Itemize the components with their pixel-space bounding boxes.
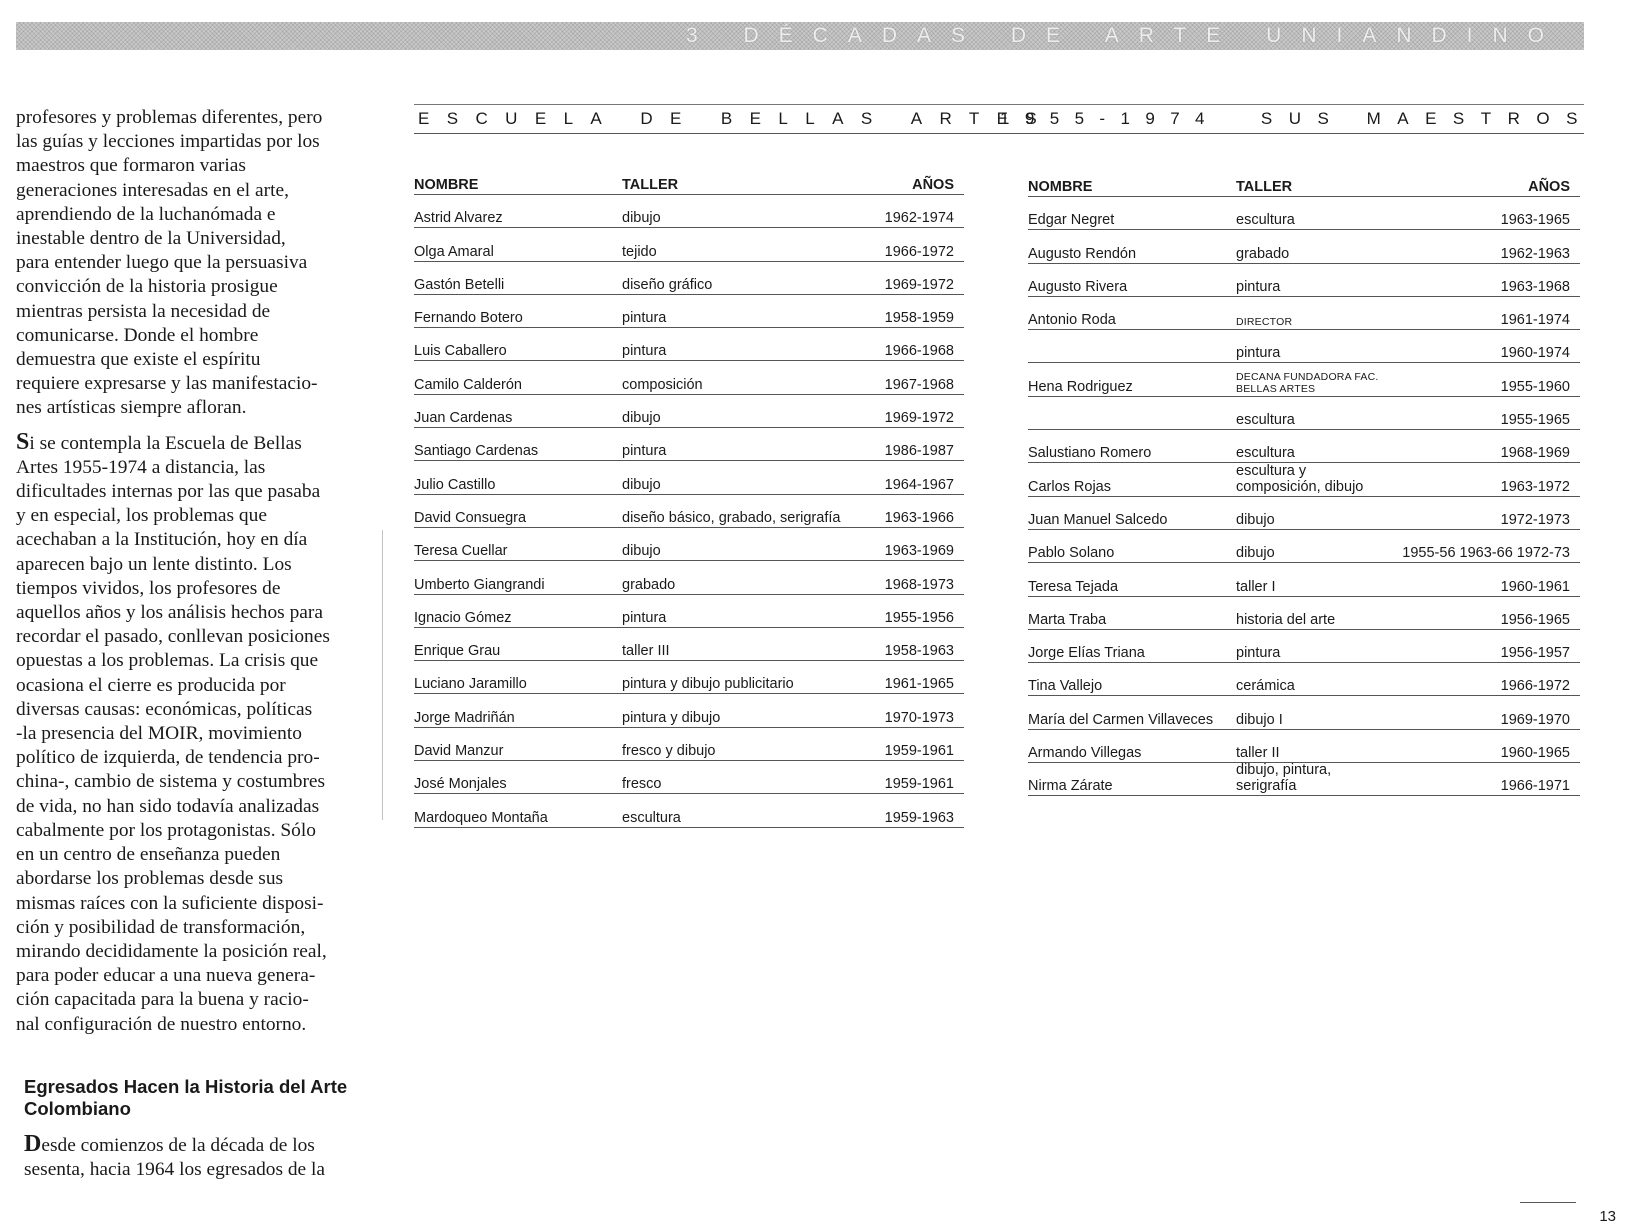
teacher-years: 1955-1965 bbox=[1500, 412, 1570, 429]
teacher-name: Luciano Jaramillo bbox=[414, 676, 527, 693]
teacher-years: 1972-1973 bbox=[1500, 511, 1570, 528]
table-row bbox=[414, 528, 964, 561]
teacher-years: 1986-1987 bbox=[884, 443, 954, 460]
teacher-years: 1961-1974 bbox=[1500, 312, 1570, 329]
table-row bbox=[1028, 397, 1580, 430]
table-row bbox=[414, 361, 964, 394]
teacher-name: Edgar Negret bbox=[1028, 212, 1115, 229]
column-header-taller: TALLER bbox=[622, 177, 679, 193]
teacher-taller: dibujo bbox=[622, 210, 661, 227]
teacher-years: 1955-1956 bbox=[884, 609, 954, 626]
table-row bbox=[1028, 696, 1580, 729]
table-row bbox=[414, 395, 964, 428]
page-number-rule bbox=[1520, 1202, 1576, 1203]
teacher-years: 1956-1957 bbox=[1500, 645, 1570, 662]
teacher-years: 1961-1965 bbox=[884, 676, 954, 693]
teacher-taller: dibujo bbox=[622, 476, 661, 493]
teachers-table-left bbox=[414, 176, 964, 828]
column-header-anos: AÑOS bbox=[1528, 179, 1570, 195]
teacher-years: 1960-1965 bbox=[1500, 745, 1570, 762]
teacher-taller: pintura bbox=[1236, 278, 1281, 295]
teacher-taller: escultura bbox=[1236, 212, 1295, 229]
teacher-taller: pintura bbox=[1236, 645, 1281, 662]
teacher-taller: escultura bbox=[1236, 412, 1295, 429]
table-row bbox=[414, 595, 964, 628]
table-row bbox=[414, 661, 964, 694]
teacher-years: 1963-1972 bbox=[1500, 478, 1570, 495]
table-row bbox=[414, 628, 964, 661]
teacher-taller: cerámica bbox=[1236, 678, 1295, 695]
column-header-taller: TALLER bbox=[1236, 179, 1293, 195]
teacher-years: 1968-1969 bbox=[1500, 445, 1570, 462]
table-row bbox=[1028, 230, 1580, 263]
teacher-name: Julio Castillo bbox=[414, 476, 496, 493]
table-row bbox=[414, 295, 964, 328]
table-row bbox=[414, 195, 964, 228]
teacher-name: Nirma Zárate bbox=[1028, 778, 1113, 795]
teacher-years: 1955-56 1963-66 1972-73 bbox=[1402, 545, 1570, 562]
teacher-name: Augusto Rivera bbox=[1028, 278, 1128, 295]
table-body bbox=[1028, 197, 1580, 796]
table-row bbox=[1028, 563, 1580, 596]
paragraph-2-text: i se contempla la Escuela de Bellas Artes 1955-1974 a distancia, las dificultades internas por las que pasaba y en especial, los problemas que acechaban a la Institución, hoy en día aparecen bajo un lente distinto. Los tiempos vividos, los profesores de aquellos años y los análisis hechos para recordar el pasado, conllevan posiciones opuestas a los problemas. La crisis que ocasiona el cierre es producida por diversas causas: económicas, políticas -la presencia del MOIR, movimiento político de izquierda, de tendencia pro- china-, cambio de sistema y costumbres de vida, no han sido todavía analizadas cabalmente por los protagonistas. Sólo en un centro de enseñanza pueden abordarse los problemas desde sus mismas raíces con la suficiente disposi- ción y posibilidad de transformación, mirando decididamente la posición real, para poder educar a una nueva genera- ción capacitada para la buena y racio- nal configuración de nuestro entorno. bbox=[16, 432, 330, 1035]
table-row bbox=[1028, 663, 1580, 696]
table-row bbox=[1028, 264, 1580, 297]
teacher-years: 1968-1973 bbox=[884, 576, 954, 593]
table-row bbox=[414, 228, 964, 261]
teacher-years: 1958-1963 bbox=[884, 643, 954, 660]
teacher-years: 1966-1971 bbox=[1500, 778, 1570, 795]
table-row bbox=[414, 428, 964, 461]
teacher-name: Teresa Tejada bbox=[1028, 578, 1119, 595]
table-row bbox=[1028, 330, 1580, 363]
table-row bbox=[1028, 597, 1580, 630]
teacher-name: David Manzur bbox=[414, 743, 504, 760]
teacher-taller: dibujo bbox=[622, 543, 661, 560]
column-header-name: NOMBRE bbox=[414, 177, 479, 193]
teacher-taller: tejido bbox=[622, 243, 657, 260]
teacher-taller: fresco bbox=[622, 776, 662, 793]
margin-mark bbox=[378, 530, 383, 820]
teacher-taller: dibujo bbox=[622, 410, 661, 427]
teacher-years: 1962-1974 bbox=[884, 210, 954, 227]
teacher-name: Umberto Giangrandi bbox=[414, 576, 545, 593]
paragraph-1: profesores y problemas diferentes, pero las guías y lecciones impartidas por los maestros que formaron varias generaciones interesadas en el arte, aprendiendo de la luchanómada e inestable dentro de la Universidad, para entender luego que la persuasiva convicción de la historia prosigue mientras persista la necesidad de comunicarse. Donde el hombre demuestra que existe el espíritu requiere expresarse y las manifestacio- nes artísticas siempre afloran. bbox=[16, 107, 323, 419]
table-row bbox=[1028, 430, 1580, 463]
column-header-name: NOMBRE bbox=[1028, 179, 1093, 195]
teacher-taller: pintura bbox=[622, 609, 667, 626]
teacher-taller: pintura y dibujo publicitario bbox=[622, 676, 794, 693]
table-header bbox=[1028, 178, 1580, 197]
teacher-name: Santiago Cardenas bbox=[414, 443, 539, 460]
teacher-name: Camilo Calderón bbox=[414, 376, 522, 393]
column-header-anos: AÑOS bbox=[912, 177, 954, 193]
table-row bbox=[1028, 730, 1580, 763]
teacher-taller: composición bbox=[622, 376, 703, 393]
teacher-taller: pintura bbox=[622, 343, 667, 360]
teacher-years: 1969-1972 bbox=[884, 410, 954, 427]
table-header bbox=[414, 176, 964, 195]
teacher-taller: pintura y dibujo bbox=[622, 709, 721, 726]
teacher-taller: taller III bbox=[622, 643, 670, 660]
teacher-taller: grabado bbox=[622, 576, 676, 593]
teacher-taller: historia del arte bbox=[1236, 611, 1336, 628]
teacher-taller: escultura y composición, dibujo bbox=[1236, 462, 1364, 495]
table-row bbox=[1028, 530, 1580, 563]
teacher-years: 1955-1960 bbox=[1500, 378, 1570, 395]
teacher-taller: diseño gráfico bbox=[622, 276, 713, 293]
table-years: 1955-1974 bbox=[1000, 109, 1220, 128]
teacher-years: 1958-1959 bbox=[884, 310, 954, 327]
teacher-taller: fresco y dibujo bbox=[622, 743, 716, 760]
teacher-years: 1963-1968 bbox=[1500, 278, 1570, 295]
teacher-name: Marta Traba bbox=[1028, 611, 1107, 628]
teacher-name: Carlos Rojas bbox=[1028, 478, 1111, 495]
table-row bbox=[414, 495, 964, 528]
teacher-name: Mardoqueo Montaña bbox=[414, 809, 548, 826]
teacher-years: 1963-1965 bbox=[1500, 212, 1570, 229]
teacher-name: Jorge Madriñán bbox=[414, 709, 515, 726]
teacher-name bbox=[1028, 361, 1236, 362]
teacher-taller: dibujo bbox=[1236, 511, 1275, 528]
teacher-name: Armando Villegas bbox=[1028, 745, 1142, 762]
teacher-name: Tina Vallejo bbox=[1028, 678, 1103, 695]
teacher-years: 1966-1968 bbox=[884, 343, 954, 360]
paragraph-3-text: esde comienzos de la década de los sesenta, hacia 1964 los egresados de la bbox=[24, 1135, 325, 1181]
table-row bbox=[1028, 297, 1580, 330]
teacher-name: Juan Manuel Salcedo bbox=[1028, 511, 1168, 528]
teacher-taller: dibujo, pintura, serigrafía bbox=[1236, 762, 1332, 795]
header-band bbox=[16, 22, 1584, 50]
teacher-name: Ignacio Gómez bbox=[414, 609, 512, 626]
table-title-strip bbox=[414, 104, 1594, 134]
table-row bbox=[414, 461, 964, 494]
teacher-taller: taller I bbox=[1236, 578, 1276, 595]
table-row bbox=[414, 694, 964, 727]
teacher-years: 1969-1972 bbox=[884, 276, 954, 293]
header-band-title: 3 DÉCADAS DE ARTE UNIANDINO bbox=[685, 24, 1564, 47]
teacher-taller: DECANA FUNDADORA FAC. BELLAS ARTES bbox=[1236, 370, 1379, 395]
paragraph-2 bbox=[16, 430, 376, 1037]
table-row bbox=[414, 794, 964, 827]
teacher-name: David Consuegra bbox=[414, 509, 527, 526]
table-row bbox=[414, 262, 964, 295]
teachers-table-right bbox=[1028, 178, 1580, 796]
teacher-name: Olga Amaral bbox=[414, 243, 494, 260]
body-text-column bbox=[16, 106, 376, 1046]
teacher-name: María del Carmen Villaveces bbox=[1028, 711, 1214, 728]
table-row bbox=[414, 561, 964, 594]
table-row bbox=[1028, 197, 1580, 230]
teacher-taller: taller II bbox=[1236, 745, 1280, 762]
table-row bbox=[1028, 630, 1580, 663]
teacher-name: Astrid Alvarez bbox=[414, 210, 503, 227]
teacher-taller: DIRECTOR bbox=[1236, 316, 1293, 329]
teacher-years: 1959-1961 bbox=[884, 743, 954, 760]
teacher-years: 1959-1963 bbox=[884, 809, 954, 826]
dropcap: S bbox=[16, 428, 30, 455]
table-row bbox=[1028, 463, 1580, 496]
teacher-name: Teresa Cuellar bbox=[414, 543, 508, 560]
table-body bbox=[414, 195, 964, 828]
teacher-name: Enrique Grau bbox=[414, 643, 501, 660]
teacher-name: Pablo Solano bbox=[1028, 545, 1115, 562]
teacher-years: 1967-1968 bbox=[884, 376, 954, 393]
teacher-years: 1956-1965 bbox=[1500, 611, 1570, 628]
teacher-taller: diseño básico, grabado, serigrafía bbox=[622, 509, 841, 526]
teacher-taller: grabado bbox=[1236, 245, 1290, 262]
teacher-taller: escultura bbox=[622, 809, 681, 826]
teacher-years: 1966-1972 bbox=[1500, 678, 1570, 695]
teacher-name: Luis Caballero bbox=[414, 343, 507, 360]
teacher-name: Fernando Botero bbox=[414, 310, 523, 327]
page-number: 13 bbox=[1599, 1208, 1616, 1225]
teacher-taller: pintura bbox=[622, 310, 667, 327]
teacher-years: 1962-1963 bbox=[1500, 245, 1570, 262]
teacher-years: 1959-1961 bbox=[884, 776, 954, 793]
table-row bbox=[414, 328, 964, 361]
table-row bbox=[1028, 363, 1580, 396]
teacher-years: 1960-1974 bbox=[1500, 345, 1570, 362]
teacher-years: 1963-1969 bbox=[884, 543, 954, 560]
table-row bbox=[1028, 497, 1580, 530]
teacher-years: 1963-1966 bbox=[884, 509, 954, 526]
teacher-years: 1960-1961 bbox=[1500, 578, 1570, 595]
paragraph-3 bbox=[24, 1132, 394, 1182]
table-row bbox=[414, 728, 964, 761]
table-row bbox=[1028, 763, 1580, 796]
teacher-taller: dibujo I bbox=[1236, 711, 1283, 728]
teacher-name: Jorge Elías Triana bbox=[1028, 645, 1145, 662]
teacher-name: Hena Rodriguez bbox=[1028, 378, 1133, 395]
teacher-taller: pintura bbox=[1236, 345, 1281, 362]
dropcap: D bbox=[24, 1131, 42, 1157]
teacher-years: 1970-1973 bbox=[884, 709, 954, 726]
teacher-years: 1969-1970 bbox=[1500, 711, 1570, 728]
teacher-name: Salustiano Romero bbox=[1028, 445, 1152, 462]
teacher-years: 1964-1967 bbox=[884, 476, 954, 493]
table-title: ESCUELA DE BELLAS ARTES bbox=[418, 109, 1055, 128]
teacher-name: Gastón Betelli bbox=[414, 276, 505, 293]
teacher-taller: pintura bbox=[622, 443, 667, 460]
table-row bbox=[414, 761, 964, 794]
teacher-years: 1966-1972 bbox=[884, 243, 954, 260]
teacher-name bbox=[1028, 428, 1236, 429]
teacher-name: José Monjales bbox=[414, 776, 507, 793]
teacher-name: Augusto Rendón bbox=[1028, 245, 1137, 262]
section-subheading: Egresados Hacen la Historia del Arte Colombiano bbox=[24, 1076, 348, 1119]
teacher-taller: dibujo bbox=[1236, 545, 1275, 562]
table-subtitle: SUS MAESTROS bbox=[1260, 109, 1594, 128]
teacher-name: Juan Cardenas bbox=[414, 410, 513, 427]
teacher-name: Antonio Roda bbox=[1028, 312, 1116, 329]
teacher-taller: escultura bbox=[1236, 445, 1295, 462]
